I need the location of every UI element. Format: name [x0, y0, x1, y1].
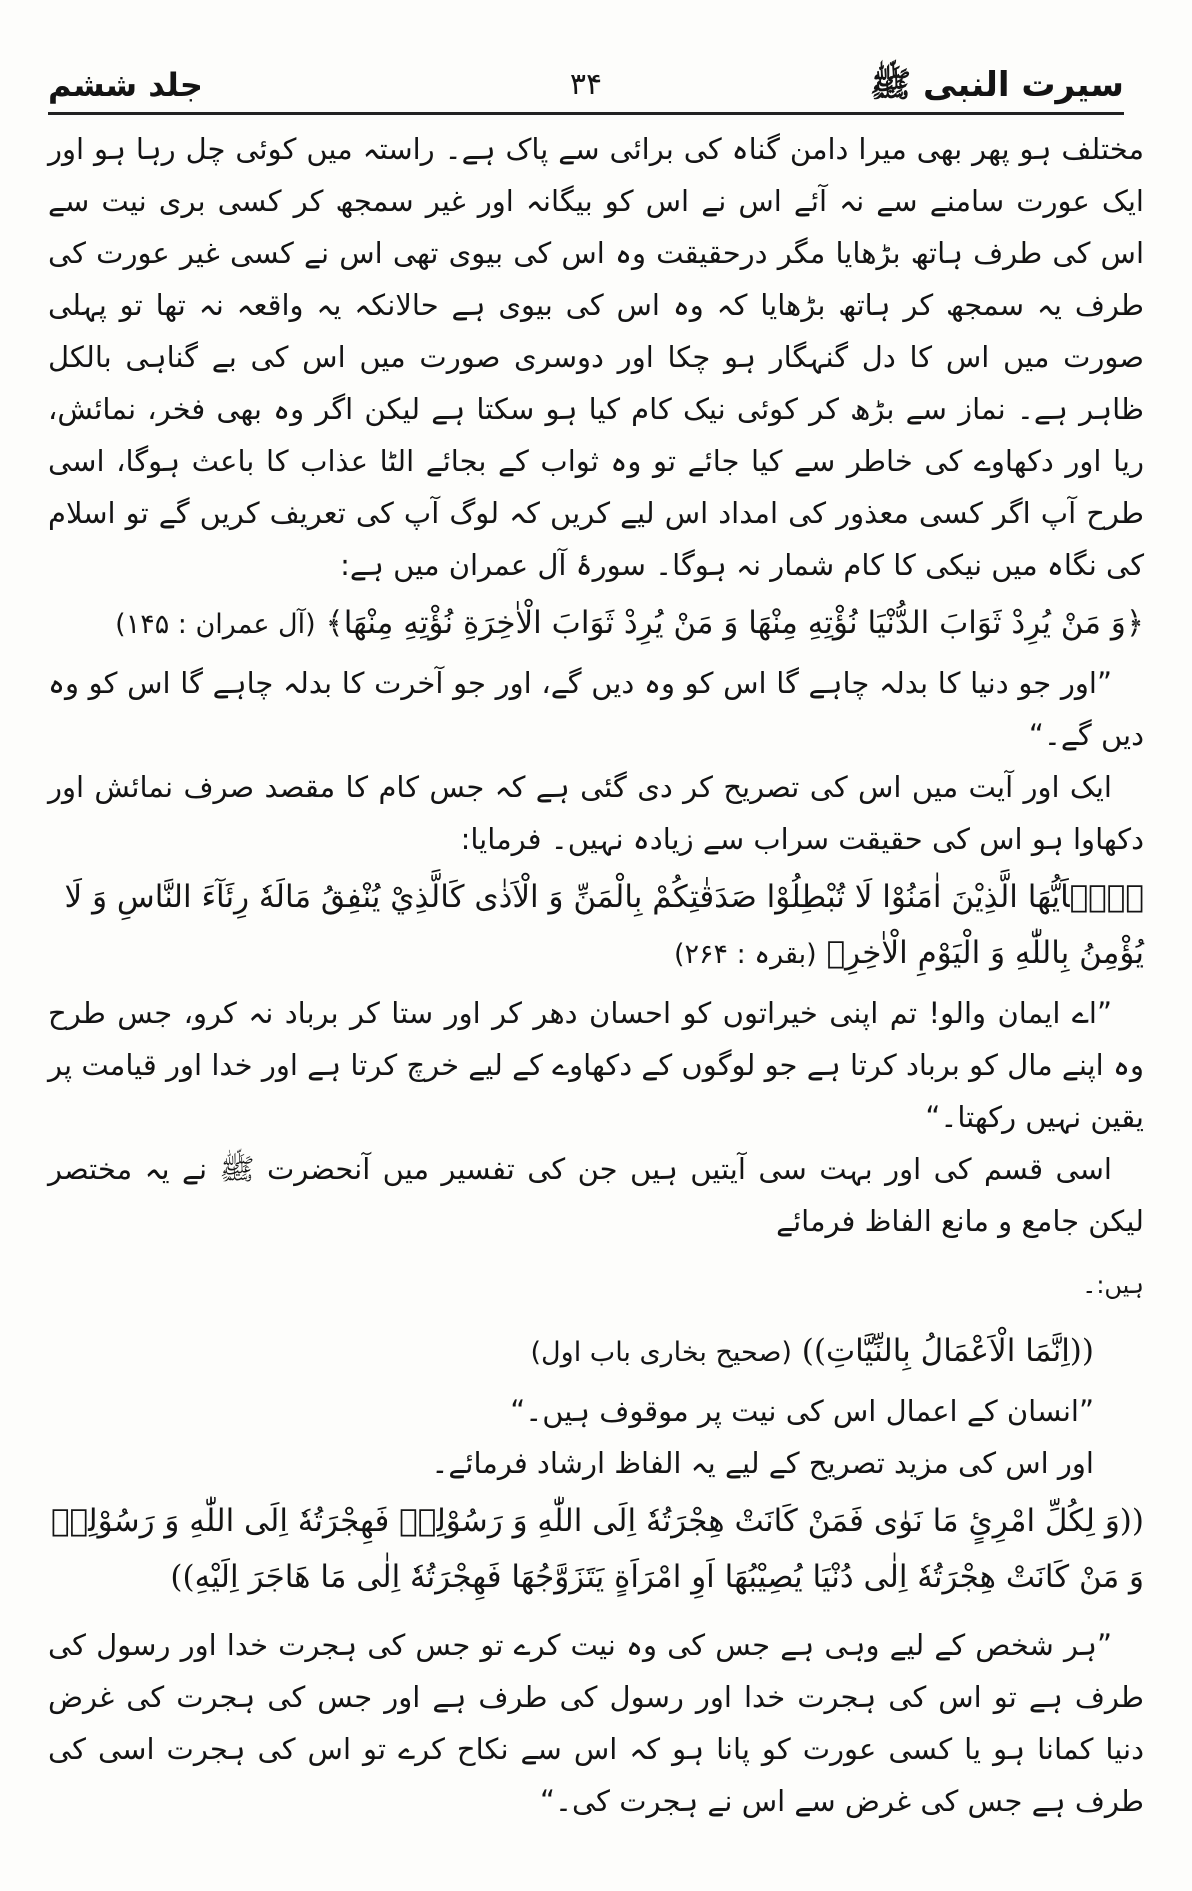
- quran-verse-al-imran: [48, 595, 1144, 653]
- paragraph-intro: مختلف ہو پھر بھی میرا دامن گناہ کی برائی سے پاک ہے۔ راستہ میں کوئی چل رہا ہو اور ایک عورت سامنے سے نہ آئے اس نے اس کو بیگانہ اور غیر سمجھ کر کسی بری نیت سے اس کی طرف ہاتھ بڑھایا مگر درحقیقت وہ اس کی بیوی تھی اس نے کسی غیر عورت کی طرف یہ سمجھ کر ہاتھ بڑھایا کہ وہ اس کی بیوی ہے حالانکہ یہ واقعہ نہ تھا تو پہلی صورت میں اس کا دل گنہگار ہو چکا اور دوسری صورت میں اس کی بے گناہی بالکل ظاہر ہے۔ نماز سے بڑھ کر کوئی نیک کام کیا ہو سکتا ہے لیکن اگر وہ بھی فخر، نمائش، ریا اور دکھاوے کی خاطر سے کیا جائے تو وہ ثواب کے بجائے الٹا عذاب کا باعث ہوگا، اسی طرح آپ اگر کسی معذور کی امداد اس لیے کریں کہ لوگ آپ کی تعریف کریں گے تو اسلام کی نگاہ میں نیکی کا کام شمار نہ ہوگا۔ سورۂ آل عمران میں ہے:: [48, 132, 1144, 582]
- translation-1: ”اور جو دنیا کا بدلہ چاہے گا اس کو وہ دیں گے، اور جو آخرت کا بدلہ چاہے گا اس کو وہ دیں گے۔“: [48, 666, 1144, 752]
- paragraph-hadith-intro: اسی قسم کی اور بہت سی آیتیں ہیں جن کی تفسیر میں آنحضرت ﷺ نے یہ مختصر لیکن جامع و مانع الفاظ فرمائے: [48, 1152, 1144, 1238]
- translation-3: ”انسان کے اعمال اس کی نیت پر موقوف ہیں۔“: [510, 1394, 1094, 1428]
- paragraph-second-verse: ایک اور آیت میں اس کی تصریح کر دی گئی ہے کہ جس کام کا مقصد صرف نمائش اور دکھاوا ہو اس کی حقیقت سراب سے زیادہ نہیں۔ فرمایا:: [48, 770, 1144, 856]
- translation-2: ”اے ایمان والو! تم اپنی خیراتوں کو احسان دھر کر اور ستا کر برباد نہ کرو، جس طرح وہ اپنے مال کو برباد کرتا ہے جو لوگوں کے دکھاوے کے لیے خرچ کرتا ہے اور خدا اور قیامت پر یقین نہیں رکھتا۔“: [48, 996, 1144, 1134]
- hadith-text: ((اِنَّمَا الْاَعْمَالُ بِالنِّيَّاتِ)): [801, 1333, 1094, 1369]
- verse-reference: (بقرہ : ۲۶۴): [673, 939, 817, 970]
- paragraph-further: اور اس کی مزید تصریح کے لیے یہ الفاظ ارشاد فرمائے۔: [431, 1446, 1094, 1480]
- page-number: ۳۴: [569, 67, 603, 102]
- hadith-reference: (صحیح بخاری باب اول): [530, 1337, 792, 1368]
- verse-text: ﴿يٰۤاَيُّهَا الَّذِيْنَ اٰمَنُوْا لَا تُبْطِلُوْا صَدَقٰتِكُمْ بِالْمَنِّ وَ الْاَذٰى كَالَّذِيْ يُنْفِقُ مَالَهٗ رِئَآءَ النَّاسِ وَ لَا يُؤْمِنُ بِاللّٰهِ وَ الْيَوْمِ الْاٰخِرِ﴾: [64, 879, 1144, 971]
- hadith-text: ((وَ لِكُلِّ امْرِئٍ مَا نَوٰى فَمَنْ كَانَتْ هِجْرَتُهٗ اِلَى اللّٰهِ وَ رَسُوْلِهٖ فَهِجْرَتُهٗ اِلَى اللّٰهِ وَ رَسُوْلِهٖ وَ مَنْ كَانَتْ هِجْرَتُهٗ اِلٰى دُنْيَا يُصِيْبُهَا اَوِ امْرَاَةٍ يَتَزَوَّجُهَا فَهِجْرَتُهٗ اِلٰى مَا هَاجَرَ اِلَيْهِ)): [50, 1503, 1144, 1595]
- volume-label: جلد ششم: [48, 66, 203, 104]
- page-header: [48, 62, 1124, 115]
- verse-text: ﴿وَ مَنْ يُرِدْ ثَوَابَ الدُّنْيَا نُؤْتِهِ مِنْهَا وَ مَنْ يُرِدْ ثَوَابَ الْاٰخِرَةِ نُؤْتِهِ مِنْهَا﴾: [325, 605, 1144, 641]
- page-body: [48, 123, 1144, 1827]
- book-title: سیرت النبی ﷺ: [870, 65, 1124, 105]
- quran-verse-baqarah: [48, 869, 1144, 983]
- translation-4: ”ہر شخص کے لیے وہی ہے جس کی وہ نیت کرے تو جس کی ہجرت خدا اور رسول کی طرف ہے تو اس کی ہجرت خدا اور رسول کی طرف ہے اور جس کی ہجرت کی غرض دنیا کمانا ہو یا کسی عورت کو پانا ہو کہ اس سے نکاح کرے تو اس کی ہجرت اسی کی طرف ہے جس کی غرض سے اس نے ہجرت کی۔“: [48, 1628, 1144, 1818]
- hadith-hijrah: [48, 1493, 1144, 1605]
- hadith-niyyat: [48, 1323, 1144, 1381]
- paragraph-hadith-intro-tail: ہیں:۔: [1082, 1271, 1144, 1299]
- verse-reference: (آل عمران : ۱۴۵): [115, 609, 316, 640]
